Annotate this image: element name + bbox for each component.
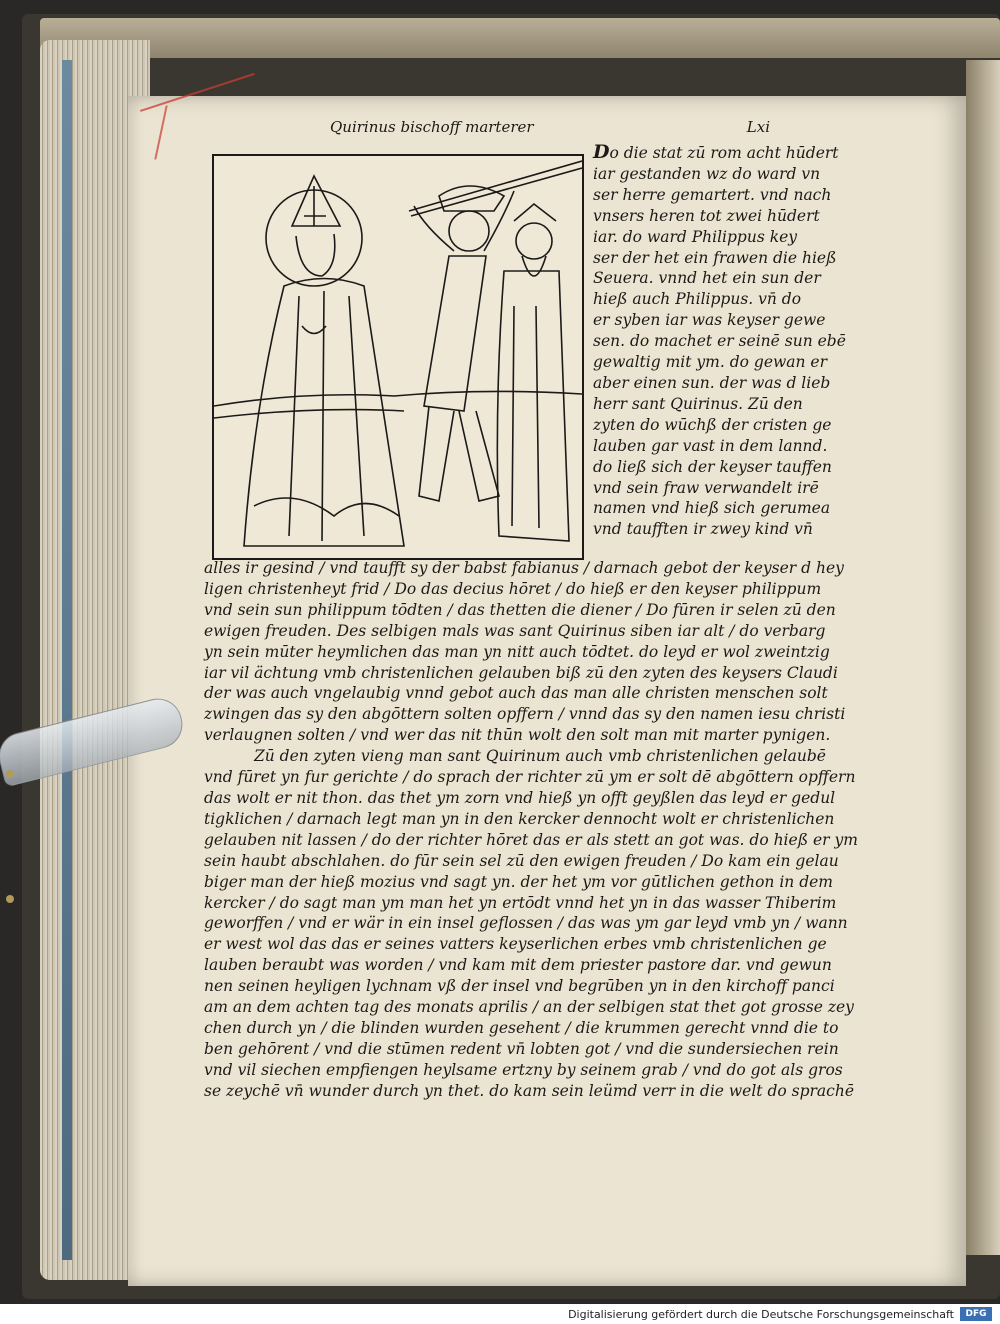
- text-line: er west wol das das er seines vatters keyserlichen erbes vmb christenlichen ge: [204, 935, 827, 954]
- text-line: vnd sein fraw verwandelt irē: [593, 478, 819, 497]
- text-line: Zū den zyten vieng man sant Quirinum auch vmb christenlichen gelaubē: [254, 747, 826, 766]
- dfg-logo: DFG: [960, 1307, 992, 1321]
- text-line: lauben beraubt was worden / vnd kam mit dem priester pastore dar. vnd gewun: [204, 956, 832, 975]
- text-line: vnd sein sun philippum tōdten / das thetten die diener / Do fūren ir selen zū den: [204, 600, 836, 619]
- text-line: ser der het ein frawen die hieß: [593, 248, 837, 267]
- text-line: er syben iar was keyser gewe: [593, 311, 826, 330]
- text-line: der was auch vngelaubig vnnd gebot auch das man alle christen menschen solt: [204, 684, 828, 703]
- text-line: zwingen das sy den abgōttern solten opffern / vnnd das sy den namen iesu christi: [204, 705, 846, 724]
- text-column-right: [593, 141, 846, 540]
- folio-number: Lxi: [746, 118, 770, 136]
- text-line: vnd fūret yn fur gerichte / do sprach der richter zū ym er solt dē abgōttern opffern: [204, 768, 856, 787]
- text-line: vnd taufften ir zwey kind vn̄: [593, 520, 813, 539]
- text-body-full-width: [204, 558, 858, 1102]
- text-line: sein haubt abschlahen. do fūr sein sel zū den ewigen freuden / Do kam ein gelau: [204, 851, 839, 870]
- text-line: se zeychē vn̄ wunder durch yn thet. do kam sein leümd verr in die welt do sprachē: [204, 1081, 854, 1100]
- text-line: kercker / do sagt man ym man het yn ertōdt vnnd het yn in das wasser Thiberim: [204, 893, 837, 912]
- text-line: Seuera. vnnd het ein sun der: [593, 269, 821, 288]
- text-line: lauben gar vast in dem lannd.: [593, 436, 828, 455]
- book-cover-edge: [40, 18, 1000, 58]
- text-line: zyten do wūchß der cristen ge: [593, 415, 832, 434]
- blue-edge-strip: [62, 60, 72, 1260]
- text-line: aber einen sun. der was d lieb: [593, 373, 831, 392]
- text-line: vnd vil siechen empfiengen heylsame ertzny by seinem grab / vnd do got als gros: [204, 1060, 843, 1079]
- text-line: am an dem achten tag des monats aprilis / an der selbigen stat thet got grosse zey: [204, 998, 854, 1017]
- text-line: ben gehōrent / vnd die stūmen redent vn̄ lobten got / vnd die sundersiechen rein: [204, 1039, 839, 1058]
- woodcut-illustration: [212, 154, 584, 560]
- text-line: nen seinen heyligen lychnam vß der insel vnd begrūben yn in den kirchoff panci: [204, 977, 835, 996]
- text-line: iar gestanden wz do ward vn: [593, 164, 821, 183]
- text-line: Do die stat zū rom acht hūdert: [593, 141, 839, 163]
- text-line: biger man der hieß mozius vnd sagt yn. der het ym vor gūtlichen gethon in dem: [204, 872, 834, 891]
- text-line: das wolt er nit thon. das thet ym zorn vnd hieß yn offt geyßlen das leyd er gedul: [204, 788, 836, 807]
- text-line: do ließ sich der keyser tauffen: [593, 457, 832, 476]
- funding-credit: Digitalisierung gefördert durch die Deutsche Forschungsgemeinschaft: [568, 1308, 954, 1321]
- text-line: iar vil ächtung vmb christenlichen gelauben biß zū den zyten des keysers Claudi: [204, 663, 838, 682]
- text-line: herr sant Quirinus. Zū den: [593, 394, 803, 413]
- text-line: chen durch yn / die blinden wurden gesehent / die krummen gerecht vnnd die to: [204, 1018, 839, 1037]
- facing-page-edge: [966, 60, 1000, 1255]
- text-line: iar. do ward Philippus key: [593, 227, 798, 246]
- text-line: gelauben nit lassen / do der richter hōret das er als stett an got was. do hieß er ym: [204, 830, 858, 849]
- text-line: alles ir gesind / vnd taufft sy der babst fabianus / darnach gebot der keyser d hey: [204, 559, 844, 577]
- text-line: ser herre gemartert. vnd nach: [593, 185, 832, 204]
- digitization-footer: [0, 1304, 1000, 1324]
- text-line: vnsers heren tot zwei hūdert: [593, 206, 820, 225]
- page-header: [330, 118, 770, 142]
- text-line: tigklichen / darnach legt man yn in den kercker dennocht wolt er christenlichen: [204, 809, 835, 828]
- text-line: gewaltig mit ym. do gewan er: [593, 353, 827, 372]
- woodcut-martyrdom-scene: [214, 156, 582, 558]
- book-clasp: [6, 770, 14, 778]
- text-line: ligen christenheyt frid / Do das decius hōret / do hieß er den keyser philippum: [204, 579, 822, 598]
- text-line: verlaugnen solten / vnd wer das nit thūn wolt den solt man mit marter pynigen.: [204, 726, 831, 745]
- text-line: namen vnd hieß sich gerumea: [593, 499, 831, 518]
- book-clasp: [6, 895, 14, 903]
- text-line: ewigen freuden. Des selbigen mals was sant Quirinus siben iar alt / do verbarg: [204, 621, 826, 640]
- text-line: geworffen / vnd er wär in ein insel geflossen / das was ym gar leyd vmb yn / wann: [204, 914, 848, 933]
- text-line: sen. do machet er seinē sun ebē: [593, 332, 846, 351]
- text-line: yn sein mūter heymlichen das man yn nitt auch tōdtet. do leyd er wol zweintzig: [204, 642, 830, 661]
- running-title: Quirinus bischoff marterer: [330, 118, 534, 136]
- text-line: hieß auch Philippus. vn̄ do: [593, 290, 802, 309]
